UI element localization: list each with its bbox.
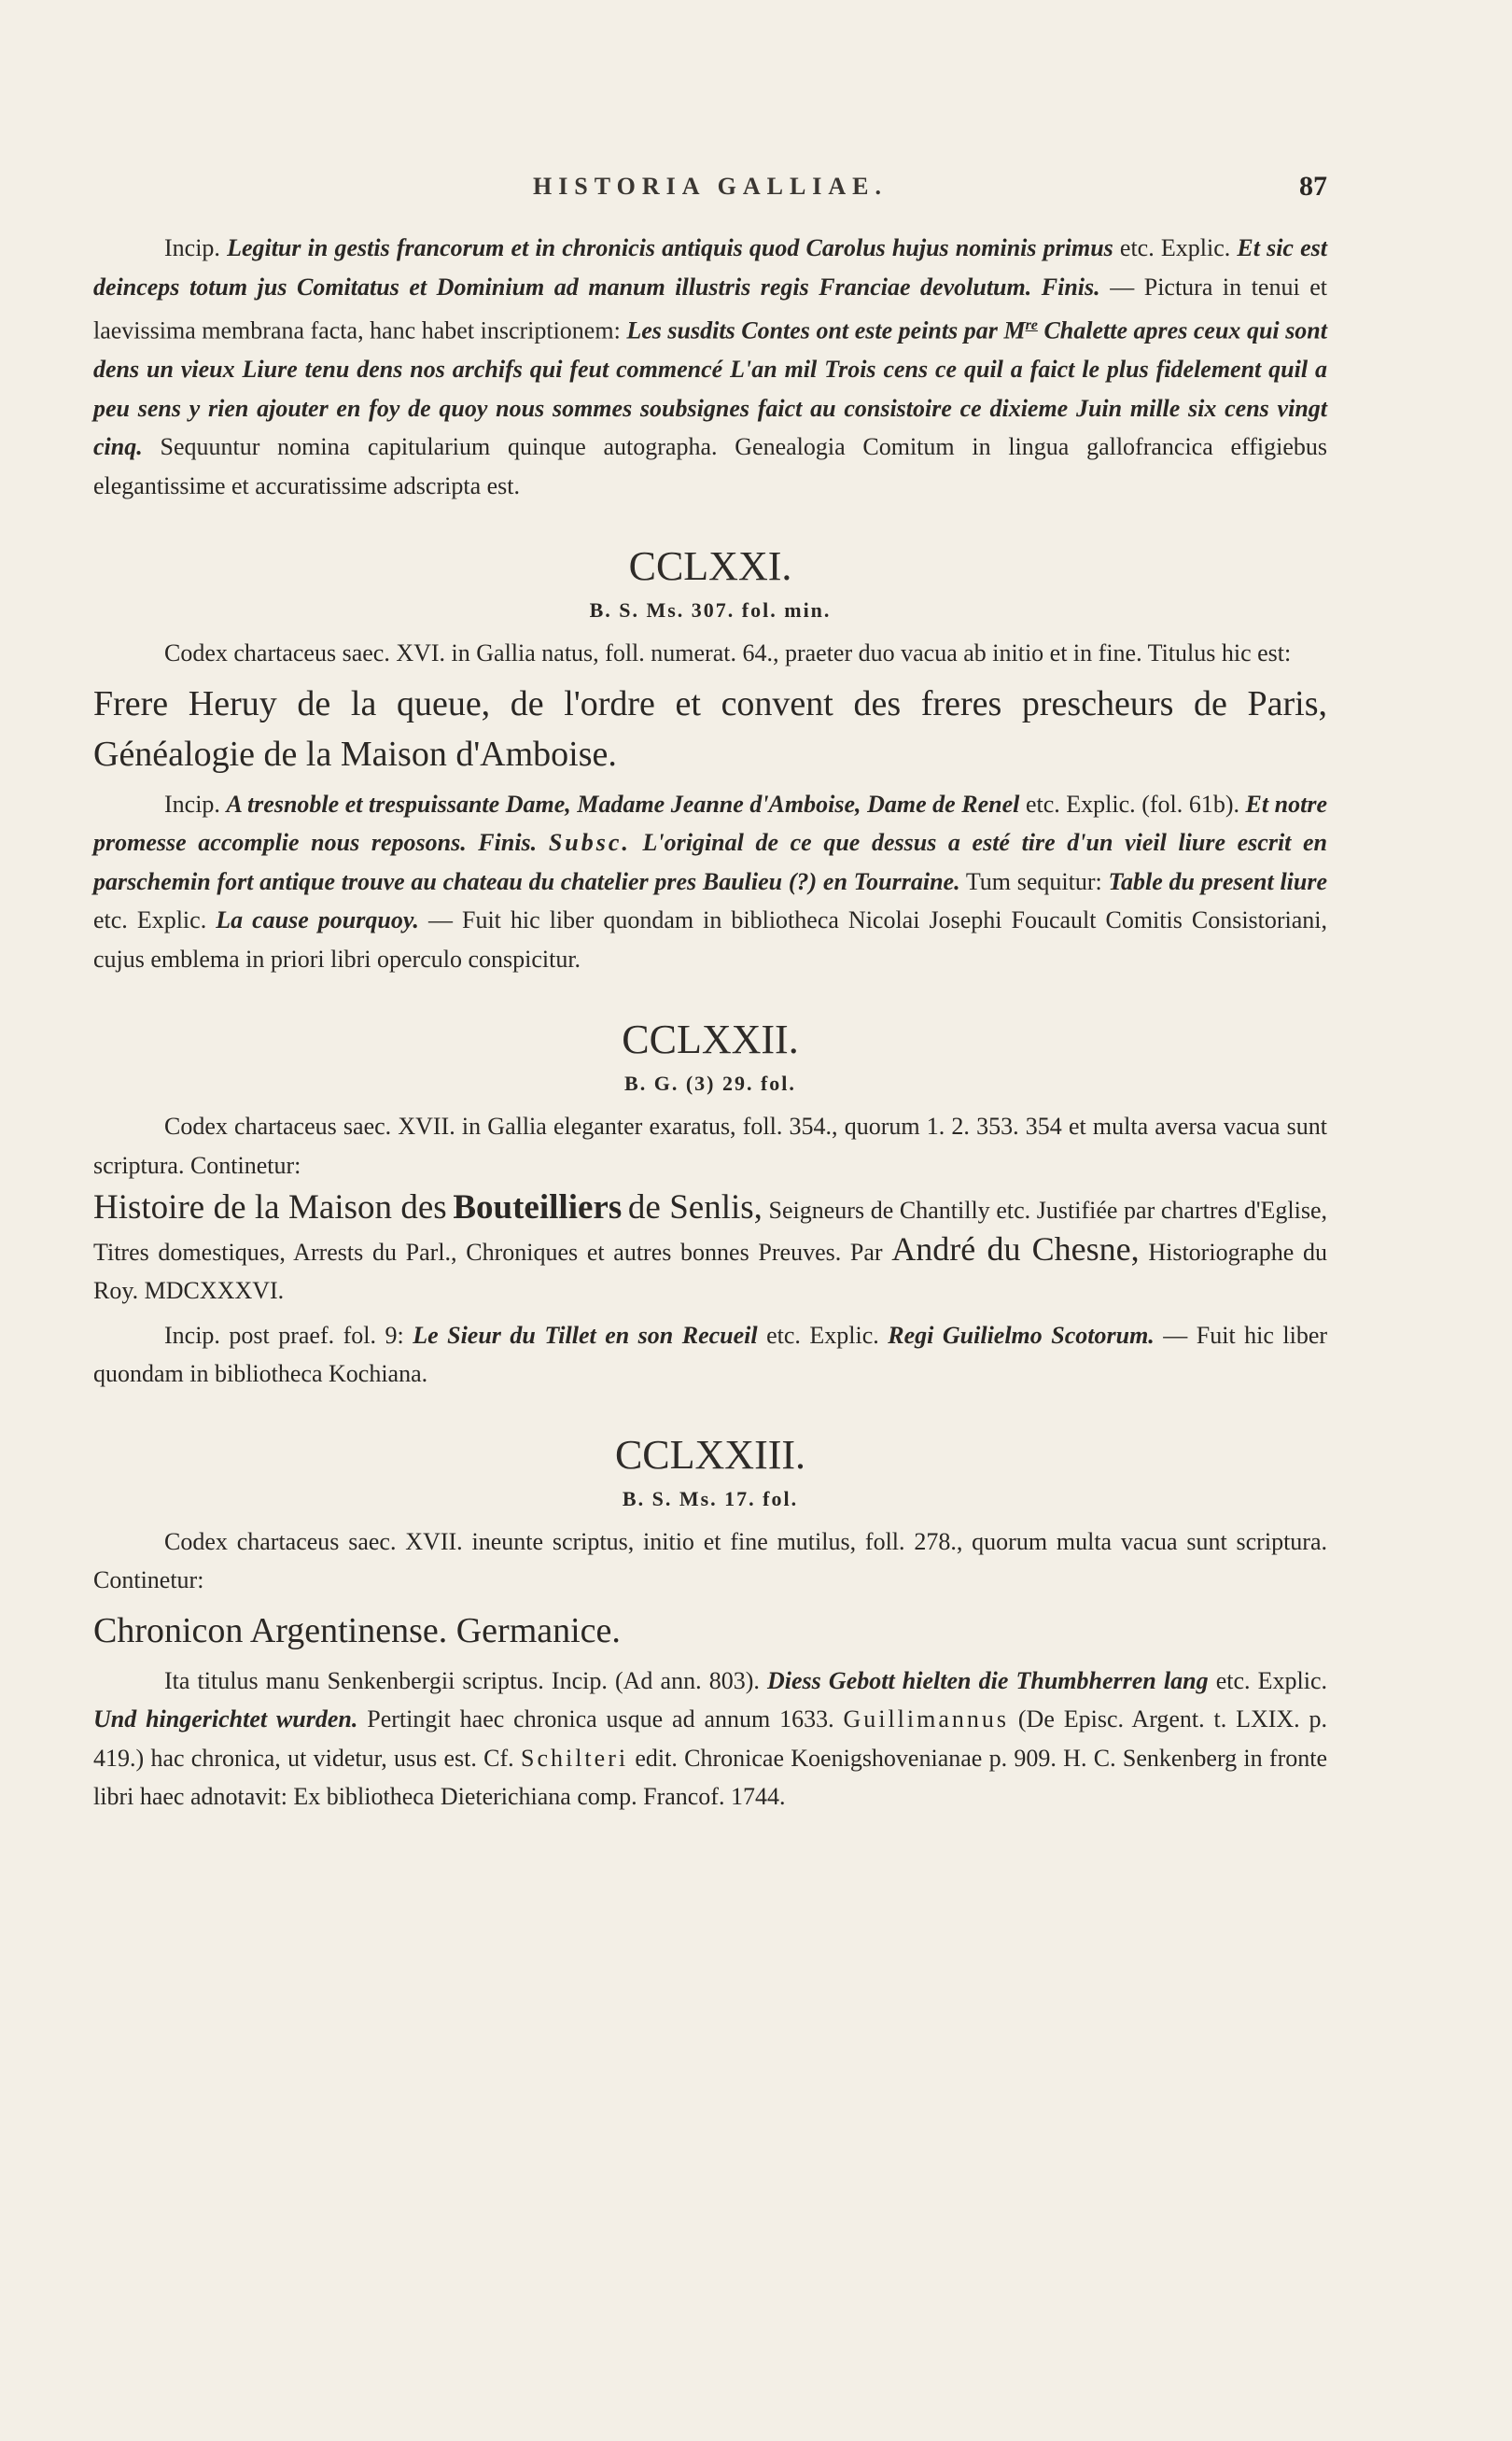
text-span: edit. Chronicae Koenigshovenianae p. 909. H. C. Senkenberg in fronte libri haec adnotavit: Ex bibliotheca Dieterichiana comp. Francof. 1744. <box>93 1744 1328 1811</box>
explicit-text: Regi Guilielmo Scotorum. <box>888 1321 1155 1349</box>
inscription-text-cont: Chalette apres ceux qui sont dens un vieux Liure tenu dens nos archifs qui feut commencé L'an mil Trois cens ce quil a faict le plus fidelement quil a peu sens y rien ajouter en foy de quoy nous sommes soubsignes faict au consistoire ce dixieme Juin mille six cens vingt cinq. <box>93 316 1327 461</box>
running-head <box>93 173 1327 210</box>
incipit-text: A tresnoble et trespuissante Dame, Madame Jeanne d'Amboise, Dame de Renel <box>226 790 1020 818</box>
entry-271-paragraph <box>93 785 1327 979</box>
shelfmark-271: B. S. Ms. 307. fol. min. <box>589 598 832 623</box>
text-span: Tum sequitur: <box>965 867 1102 895</box>
entry-number-273: CCLXXIII. <box>614 1431 806 1478</box>
author-spaced: Schilteri <box>520 1744 629 1772</box>
entry-272-description: Codex chartaceus saec. XVII. in Gallia eleganter exaratus, foll. 354., quorum 1. 2. 353. 354 et multa aversa vacua sunt scriptura. Continetur: <box>93 1113 1327 1179</box>
superscript: re <box>1025 317 1038 333</box>
text-span: Pertingit haec chronica usque ad annum 1633. <box>367 1705 834 1733</box>
inscription-text: Les susdits Contes ont este peints par M <box>626 316 1026 344</box>
text-span: — Pictura in tenui et laevissima membrana facta, hanc habet inscriptionem: <box>93 273 1327 344</box>
text-span: etc. Explic. <box>766 1321 879 1349</box>
text-span: etc. Explic. <box>1119 234 1231 261</box>
incipit-text: Diess Gebott hielten die Thumbherren lang <box>767 1666 1209 1694</box>
text-span: Incip. <box>164 234 220 261</box>
text-span: — Fuit hic liber quondam in bibliotheca Nicolai Josephi Foucault Comitis Consistoriani, cujus emblema in priori libri operculo conspicitur. <box>93 906 1328 973</box>
entry-273-title: Chronicon Argentinense. Germanice. <box>93 1610 621 1650</box>
entry-number-272: CCLXXII. <box>622 1017 799 1063</box>
explicit-text: Und hingerichtet wurden. <box>93 1705 358 1733</box>
text-span: (De Episc. Argent. t. LXIX. p. 419.) hac chronica, ut videtur, usus est. Cf. <box>93 1705 1328 1772</box>
running-title: HISTORIA GALLIAE. <box>532 173 889 200</box>
title-tail: Historiographe du Roy. MDCXXXVI. <box>93 1238 1328 1305</box>
title-subtitle: Seigneurs de Chantilly etc. Justifiée par chartres d'Eglise, Titres domestiques, Arrests du Parl., Chroniques et autres bonnes Preuves. Par <box>93 1197 1327 1266</box>
entry-273-paragraph <box>93 1662 1327 1817</box>
author-name: André du Chesne, <box>891 1229 1140 1268</box>
explicit-text: Et notre promesse accomplie nous reposons. Finis. <box>93 790 1328 857</box>
text-span: — Fuit hic liber quondam in bibliotheca Kochiana. <box>93 1321 1328 1388</box>
text-span: Sequuntur nomina capitularium quinque autographa. Genealogia Comitum in lingua gallofrancica effigiebus elegantissime et accuratissime adscripta est. <box>93 433 1327 499</box>
intro-paragraph <box>93 229 1327 505</box>
subscription-text: L'original de ce que dessus a esté tire d'un vieil liure escrit en parschemin fort antique trouve au chateau du chatelier pres Baulieu (?) en Tourraine. <box>93 829 1328 895</box>
incipit-text: Le Sieur du Tillet en son Recueil <box>413 1321 758 1349</box>
explicit-text: Et sic est deinceps totum jus Comitatus et Dominium ad manum illustris regis Franciae devolutum. Finis. <box>93 234 1327 301</box>
entry-273-description: Codex chartaceus saec. XVII. ineunte scriptus, initio et fine mutilus, foll. 278., quorum multa vacua sunt scriptura. Continetur: <box>93 1527 1327 1594</box>
text-span: Incip. post praef. fol. 9: <box>164 1321 404 1349</box>
shelfmark-273: B. S. Ms. 17. fol. <box>622 1486 799 1510</box>
title-part-bold: Bouteilliers <box>453 1188 623 1228</box>
text-span: Incip. <box>164 790 220 818</box>
incipit-text: Legitur in gestis francorum et in chronicis antiquis quod Carolus hujus nominis primus <box>227 234 1113 261</box>
text-span: etc. Explic. (fol. 61b). <box>1025 790 1239 818</box>
explicit-text: La cause pourquoy. <box>216 906 419 934</box>
entry-272-title <box>93 1188 1327 1311</box>
title-part: Histoire de la Maison des <box>93 1188 447 1228</box>
page <box>93 173 1327 1817</box>
entry-271-description: Codex chartaceus saec. XVI. in Gallia natus, foll. numerat. 64., praeter duo vacua ab initio et in fine. Titulus hic est: <box>164 639 1292 667</box>
text-span: Ita titulus manu Senkenbergii scriptus. Incip. (Ad ann. 803). <box>164 1666 760 1694</box>
page-number: 87 <box>1299 171 1327 202</box>
table-title: Table du present liure <box>1108 867 1328 895</box>
entry-271-title: Frere Heruy de la queue, de l'ordre et convent des freres prescheurs de Paris, Généalogie de la Maison d'Amboise. <box>93 683 1327 774</box>
text-span: etc. Explic. <box>1215 1666 1328 1694</box>
author-spaced: Guillimannus <box>843 1705 1010 1733</box>
subscription-label: Subsc. <box>548 829 631 857</box>
title-part: de Senlis, <box>627 1188 763 1228</box>
shelfmark-272: B. G. (3) 29. fol. <box>624 1072 796 1096</box>
entry-272-paragraph <box>93 1316 1327 1394</box>
text-span: etc. Explic. <box>93 906 207 934</box>
entry-number-271: CCLXXI. <box>628 543 792 590</box>
